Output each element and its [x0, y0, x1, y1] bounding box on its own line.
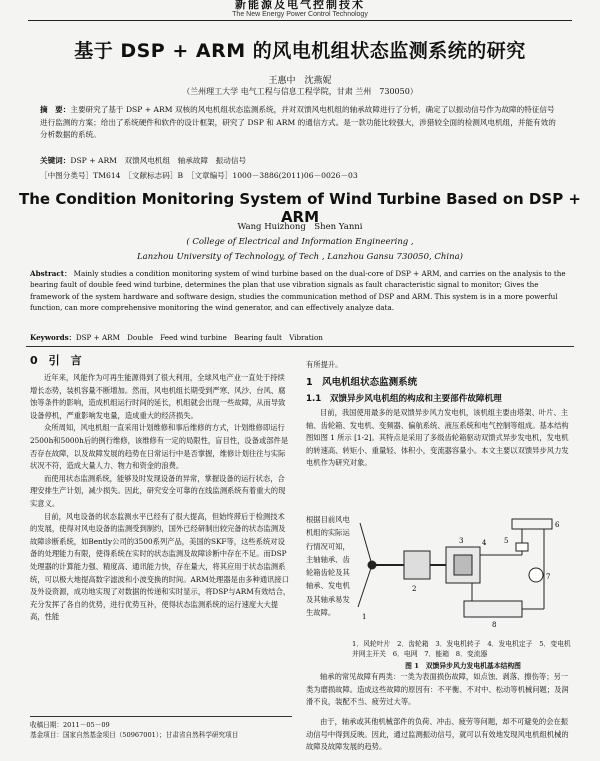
label-5: 5 — [504, 537, 509, 545]
main-switch — [516, 543, 528, 551]
keywords-en-text: DSP + ARM Double Feed wind turbine Bearing fault Vibration — [75, 333, 323, 342]
affiliation-en-line1: ( College of Electrical and Information Engineering , — [186, 237, 414, 247]
paragraph: 近年来，风能作为可再生能源得到了很大利用，全球风电产业一直处于持续增长态势，装机容量不断增加。然而，风电机组长期受到严寒、风沙、台风、腐蚀等条件的影响，造成机组运行时间的延长，机组就会出现一些故障，从而导致设备停机，严重影响发电量，造成重大的经济损失。 — [30, 373, 286, 420]
affiliation-cn: （兰州理工大学 电气工程与信息工程学院，甘肃 兰州 730050） — [182, 87, 418, 96]
label-6: 6 — [555, 521, 560, 529]
paragraph: 众所周知，风电机组一直采用计划维修和事后维修的方式，计划维修即运行2500h和5000h后的例行维修，该维修有一定的局限性，盲目性，设备或部件是否存在故障，以及故障发展的趋势在日常运行中是否掌握，维修计划往往与实际状况不符，造成大量人力、物力和资金的浪费。 — [30, 423, 289, 471]
right-column-continuation: 有所提升。 — [306, 360, 343, 369]
keywords-cn-text: DSP + ARM 双馈风电机组 轴承故障 振动信号 — [70, 156, 247, 165]
section-divider — [26, 346, 574, 347]
grid — [512, 519, 552, 529]
paragraph: 而使用状态监测系统，能够及时发现设备的异常，掌握设备的运行状态，合理安排生产计划，减少损失。因此，研究安全可靠的在线监测系统有着重大的现实意义。 — [30, 473, 286, 508]
footnote-fund: 基金项目：国家自然基金项目（50967001）；甘肃省自然科学研究项目 — [30, 731, 239, 739]
header-rule — [28, 20, 572, 21]
keywords-en — [30, 333, 570, 343]
label-4: 4 — [482, 539, 487, 547]
paper-title-en: The Condition Monitoring System of Wind Turbine Based on DSP + ARM — [19, 190, 581, 226]
gearbox — [404, 551, 430, 579]
section-1-heading: 1 风电机组状态监测系统 — [306, 377, 418, 388]
abstract-cn-label: 摘 要： — [40, 105, 71, 114]
journal-name-cn: 新能源及电气控制技术 — [235, 0, 365, 11]
paragraph: 轴承的常见故障有两类：一类为表面损伤故障，如点蚀、剥落、擦伤等；另一类为磨损故障。造成这些故障的原因有：不平衡、不对中、松动等机械问题；及润滑不良，装配不当、疲劳过大等。 — [306, 672, 569, 707]
figure-1-diagram — [352, 515, 574, 635]
paragraph: 由于，轴承或其他机械部件的负荷、冲击、疲劳等问题，却不可避免的会在振动信号中得到反映。因此，通过监测振动信号，就可以有效地发现风电机组机械的故障及故障发展的趋势。 — [306, 717, 569, 752]
abstract-cn — [40, 104, 562, 142]
classification-line: ［中图分类号］TM614 ［文献标志码］B ［文章编号］1000－3886(2011)06－0026－03 — [40, 171, 358, 180]
label-7: 7 — [546, 573, 551, 581]
generator-rotor — [454, 555, 472, 575]
label-2: 2 — [412, 585, 417, 593]
section-1-1-paragraph: 目前，我国使用最多的是双馈异步风力发电机，该机组主要由塔架、叶片、主轴、齿轮箱、发电机、变频器、偏航系统、液压系统和电气控制等组成。基本结构图如图 1 所示 [1-2]。其特点是采用了多级齿轮箱驱动双馈式异步发电机，发电机的转速高、转矩小、重量轻、体积小，变流器容量小。本文主要以双馈异步风力发电机作为研究对象。 — [306, 408, 569, 467]
right-column-after-figure — [306, 664, 572, 761]
section-1-1-heading: 1.1 双馈异步风电机组的构成和主要部件故障机理 — [306, 394, 502, 404]
section-0-heading: 0 引 言 — [30, 354, 82, 367]
affiliation-en-line2: Lanzhou University of Technology, of Tech , Lanzhou Gansu 730050, China) — [137, 252, 463, 262]
authors-cn: 王惠中 沈燕妮 — [268, 76, 332, 86]
keywords-cn-label: 关键词： — [40, 156, 71, 165]
journal-name-en: The New Energy Power Control Technology — [232, 11, 368, 18]
rotor-blades — [358, 523, 376, 607]
transformer — [529, 568, 543, 582]
authors-en: Wang Huizhong Shen Yanni — [237, 222, 363, 232]
paragraph: 目前，风电设备的状态监测水平已经有了很大提高，但始终滞后于检测技术的发展，使得对风电设备的监测受到制约，国外已经研制出较完备的状态监测及故障诊断系统，如Bently公司的3500系列产品，美国的SKF等，这些系统对设备的处理能力有限，使得系统在实时的状态监测及故障诊断中存在不足。而DSP处理器的计算能力强、精度高、通讯能力快，存在量大，将其应用于状态监测系统，可以极大地提高数字滤波和小波变换的时间。ARM处理器是由多种通讯接口及外设资源，成功地实现了对数据的传递和实时显示，将DSP与ARM有效结合，充分发挥了各自的优势，进行优势互补，使得状态监测系统的运行速度大大提高，性能 — [30, 511, 291, 622]
abstract-cn-text: 主要研究了基于 DSP + ARM 双核的风电机组状态监测系统，并对双馈风电机组的轴承故障进行了分析，确定了以振动信号作为故障的特征信号进行监测的方案；给出了系统硬件和软件的设计框架，研究了 DSP 和 ARM 的通信方式。是一款功能比较强大，涉猎较全面的检测风电机组，并能有效的分析数据的系统。 — [40, 105, 556, 139]
keywords-cn — [40, 155, 562, 166]
abstract-en-label: Abstract： — [30, 269, 72, 278]
figure-legend: 1．风轮叶片 2．齿轮箱 3．发电机转子 4．发电机定子 5．变电机并网主开关 6．电网 7．能箱 8．变流器 — [352, 640, 571, 658]
abstract-en-text: Mainly studies a condition monitoring system of wind turbine based on the dual-core of DSP + ARM, and carries on the analysis to the bearing fault of double feed wind turbine, determines the plan that use vibration signals as fault characteristic signal to monitor; Gives the framework of the system hardware and software design, studies the communication method of DSP and ARM. This system is in a more powerful function, can more comprehensive monitoring the wind generator, and can effectively analyze data. — [30, 269, 566, 312]
left-column-body — [30, 372, 292, 624]
label-1: 1 — [362, 613, 367, 621]
figure-caption: 图 1 双馈异步风力发电机基本结构图 — [405, 662, 521, 670]
converter — [464, 601, 522, 617]
abstract-en — [30, 268, 570, 313]
label-8: 8 — [492, 621, 497, 629]
label-3: 3 — [459, 537, 464, 545]
footnote — [30, 716, 292, 740]
running-header — [0, 0, 600, 20]
figure-wrap-text: 根据目前风电机组的实际运行情况可知，主轴轴承、齿轮箱齿轮及其轴承、发电机及其轴承易发生故障。 — [306, 515, 350, 618]
paper-title-cn: 基于 DSP + ARM 的风电机组状态监测系统的研究 — [74, 40, 526, 62]
footnote-received: 收稿日期：2011－05－09 — [30, 721, 110, 729]
keywords-en-label: Keywords： — [30, 333, 76, 342]
